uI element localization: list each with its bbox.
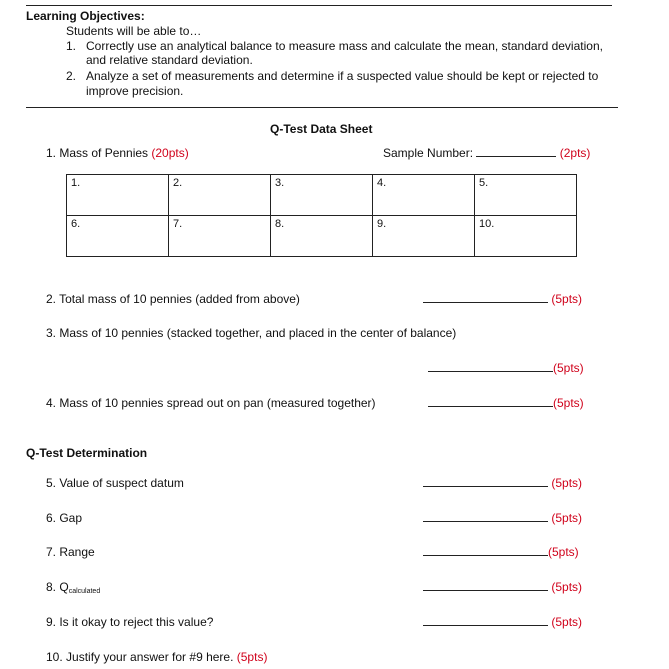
q4-answer xyxy=(428,396,584,410)
q3-answer xyxy=(428,361,584,375)
q7-blank[interactable] xyxy=(423,545,548,556)
q8-label: 8. Q xyxy=(46,580,69,594)
objective-1-line1: Correctly use an analytical balance to measure mass and calculate the mean, standard deviation, xyxy=(86,39,603,53)
grid-cell-3[interactable]: 3. xyxy=(271,175,373,216)
q9-label: 9. Is it okay to reject this value? xyxy=(46,615,214,629)
pennies-grid xyxy=(66,174,577,257)
q3-label: 3. Mass of 10 pennies (stacked together, and placed in the center of balance) xyxy=(46,326,457,340)
objective-1-num: 1. xyxy=(66,39,77,53)
objective-1-line2: and relative standard deviation. xyxy=(86,53,253,67)
grid-row-1 xyxy=(67,175,577,216)
q2-answer xyxy=(423,292,582,306)
q3-points: (5pts) xyxy=(553,361,584,375)
q2-blank[interactable] xyxy=(423,292,548,303)
grid-cell-6[interactable]: 6. xyxy=(67,216,169,257)
objective-2-line1: Analyze a set of measurements and determine if a suspected value should be kept or rejected to xyxy=(86,69,599,83)
section-rule xyxy=(26,107,618,108)
q6-points: (5pts) xyxy=(551,511,583,525)
grid-cell-9[interactable]: 9. xyxy=(373,216,475,257)
q8-answer xyxy=(423,580,582,594)
grid-row-2 xyxy=(67,216,577,257)
q2-label: 2. Total mass of 10 pennies (added from above) xyxy=(46,292,300,306)
sample-label: Sample Number: xyxy=(383,146,474,160)
q9-points: (5pts) xyxy=(551,615,583,629)
q7-answer xyxy=(423,545,579,559)
q3-blank[interactable] xyxy=(428,361,553,372)
qtest-heading: Q-Test Determination xyxy=(26,446,148,460)
grid-cell-1[interactable]: 1. xyxy=(67,175,169,216)
q10-row xyxy=(46,650,267,664)
grid-cell-10[interactable]: 10. xyxy=(475,216,577,257)
q5-blank[interactable] xyxy=(423,476,548,487)
q9-blank[interactable] xyxy=(423,615,548,626)
q10-points: (5pts) xyxy=(236,650,268,664)
objective-2-num: 2. xyxy=(66,69,77,83)
q4-points: (5pts) xyxy=(553,396,584,410)
q9-answer xyxy=(423,615,582,629)
q6-answer xyxy=(423,511,582,525)
q8-subscript: calculated xyxy=(68,588,101,595)
q7-points: (5pts) xyxy=(548,545,579,559)
sample-blank[interactable] xyxy=(476,146,556,157)
sample-row xyxy=(383,146,590,160)
objectives-intro: Students will be able to… xyxy=(66,24,202,38)
q8-row xyxy=(46,580,100,595)
grid-cell-8[interactable]: 8. xyxy=(271,216,373,257)
q8-blank[interactable] xyxy=(423,580,548,591)
q2-points: (5pts) xyxy=(551,292,583,306)
grid-cell-2[interactable]: 2. xyxy=(169,175,271,216)
q7-label: 7. Range xyxy=(46,545,95,559)
q1-row xyxy=(46,146,189,160)
sample-points: (2pts) xyxy=(559,146,591,160)
q5-label: 5. Value of suspect datum xyxy=(46,476,184,490)
q6-label: 6. Gap xyxy=(46,511,83,525)
q5-answer xyxy=(423,476,582,490)
objectives-heading: Learning Objectives: xyxy=(26,9,145,23)
top-rule xyxy=(26,5,612,6)
q4-label: 4. Mass of 10 pennies spread out on pan (measured together) xyxy=(46,396,376,410)
objective-2-line2: improve precision. xyxy=(86,84,184,98)
q4-blank[interactable] xyxy=(428,396,553,407)
q6-blank[interactable] xyxy=(423,511,548,522)
q1-points: (20pts) xyxy=(151,146,189,160)
sheet-title: Q-Test Data Sheet xyxy=(270,122,373,136)
grid-cell-7[interactable]: 7. xyxy=(169,216,271,257)
q5-points: (5pts) xyxy=(551,476,583,490)
grid-cell-5[interactable]: 5. xyxy=(475,175,577,216)
q10-label: 10. Justify your answer for #9 here. xyxy=(46,650,237,664)
q8-points: (5pts) xyxy=(551,580,583,594)
q1-label: 1. Mass of Pennies xyxy=(46,146,152,160)
grid-cell-4[interactable]: 4. xyxy=(373,175,475,216)
